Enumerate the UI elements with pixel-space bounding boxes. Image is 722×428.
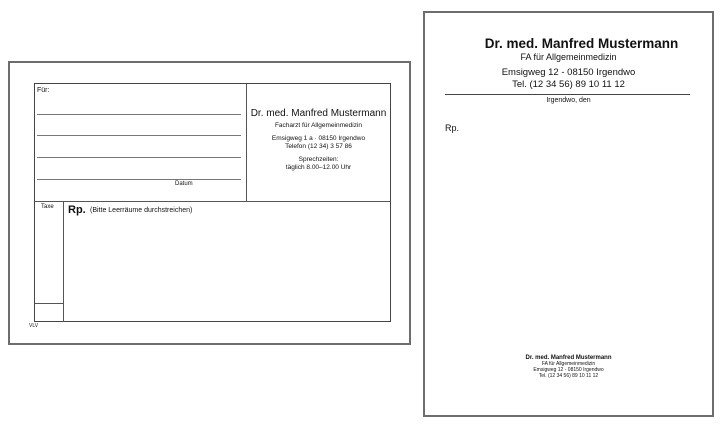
hours-value: täglich 8.00–12.00 Uhr [285, 164, 352, 171]
date-line[interactable] [37, 179, 241, 180]
taxe-box-line [35, 303, 63, 304]
page-prescription-area[interactable] [445, 137, 690, 347]
prescription-area[interactable] [68, 219, 386, 317]
page-rp-label: Rp. [445, 123, 460, 133]
vlv-code: VLV [29, 323, 39, 329]
place-date[interactable]: Irgendwo, den [546, 97, 591, 104]
header-doctor-name: Dr. med. Manfred Mustermann [484, 36, 679, 51]
header-address: Emsigweg 12 - 08150 Irgendwo [501, 67, 636, 78]
footer-doctor-name: Dr. med. Manfred Mustermann [525, 355, 612, 361]
rp-hint: (Bitte Leerräume durchstreichen) [90, 207, 193, 214]
datum-label: Datum [175, 181, 193, 187]
doctor-stamp [247, 108, 390, 172]
doctor-name: Dr. med. Manfred Mustermann [250, 108, 387, 119]
letterhead-footer [425, 355, 712, 379]
footer-phone: Tel. (12 34 56) 89 10 11 12 [538, 373, 599, 379]
footer-specialty: FA für Allgemeinmedizin [541, 361, 596, 367]
taxe-label: Taxe [41, 204, 54, 210]
taxe-divider [63, 202, 64, 322]
form-inner-frame [34, 83, 391, 322]
header-rule [445, 94, 690, 95]
letterhead-page [423, 11, 714, 417]
patient-line-1[interactable] [37, 114, 241, 115]
patient-line-3[interactable] [37, 157, 241, 158]
doctor-phone: Telefon (12 34) 3 57 86 [285, 143, 352, 150]
section-divider [35, 201, 390, 202]
header-phone: Tel. (12 34 56) 89 10 11 12 [512, 79, 625, 90]
header-specialty: FA für Allgemeinmedizin [520, 52, 617, 62]
doctor-specialty: Facharzt für Allgemeinmedizin [274, 122, 363, 129]
patient-line-2[interactable] [37, 135, 241, 136]
rp-label: Rp. [68, 204, 86, 216]
doctor-address: Emsigweg 1 a · 08150 Irgendwo [271, 135, 366, 142]
footer-address: Emsigweg 12 - 08150 Irgendwo [533, 367, 604, 373]
prescription-form-card [8, 61, 411, 345]
letterhead-header [425, 36, 712, 90]
hours-label: Sprechzeiten: [298, 156, 339, 163]
fuer-label: Für: [37, 87, 50, 94]
